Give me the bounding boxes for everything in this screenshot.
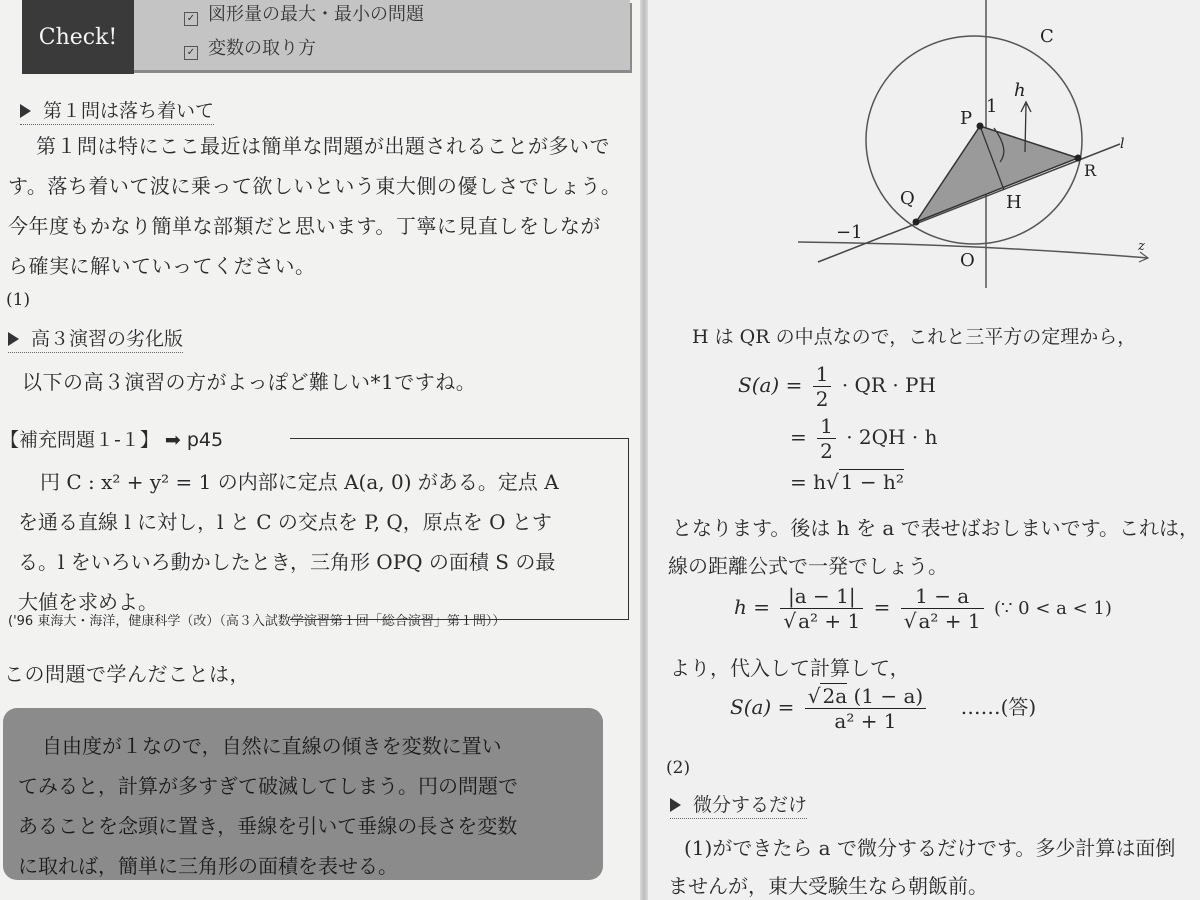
- part2-line2: ませんが，東大受験生なら朝飯前。: [668, 874, 988, 898]
- equation-h: h = $\frac{|a - 1|}{\text{√ a² + 1}}$ = $\frac{1 - a}{\text{√ a² + 1}}$ (∵ 0 < a < 1): [734, 584, 1112, 633]
- checkbox-icon: ✓: [184, 12, 198, 26]
- section1-heading: 第１問は落ち着いて: [20, 96, 214, 125]
- part2-line1: (1)ができたら a で微分するだけです。多少計算は面倒: [684, 836, 1176, 860]
- point-q: [913, 219, 920, 226]
- label-h: h: [1014, 80, 1026, 101]
- supp-title: 【補充問題１-１】 ➡ p45: [0, 425, 229, 452]
- solution-text2a: となります。後は h を a で表せばおしまいです。これは，: [672, 516, 1200, 540]
- book-gutter: [640, 0, 648, 900]
- fraction-distance: $\frac{|a - 1|}{\text{√ a² + 1}}$: [780, 584, 863, 633]
- learned-intro: この問題で学んだことは，: [4, 662, 250, 686]
- triangle-pqr: [916, 126, 1078, 222]
- fraction-answer: $\frac{√ 2a (1 - a)}{\text{a² + 1}}$: [805, 684, 927, 733]
- fraction-half: $\frac{1}{2}$: [817, 414, 836, 463]
- equation-1: S(a) = $\frac{1}{2}$ · QR · PH: [738, 362, 936, 411]
- label-z: z: [1138, 239, 1145, 254]
- answer-mark: ……(答): [960, 695, 1037, 719]
- check-item-1: ✓ 図形量の最大・最小の問題: [184, 0, 424, 26]
- label-p: P: [960, 108, 973, 129]
- check-item-2: ✓ 変数の取り方: [184, 34, 316, 60]
- part2-heading: 微分するだけ: [670, 790, 807, 819]
- solution-text2b: 線の距離公式で一発でしょう。: [668, 554, 948, 578]
- fraction-distance-simplified: $\frac{1 - a}{\text{√ a² + 1}}$: [901, 584, 984, 633]
- label-minus-one: −1: [836, 222, 863, 243]
- checkbox-icon: ✓: [184, 46, 198, 60]
- part1-number: (1): [6, 290, 31, 310]
- label-one: 1: [986, 96, 998, 117]
- label-l: l: [1120, 136, 1125, 152]
- check-label: Check!: [22, 0, 134, 74]
- triangle-bullet-icon: [20, 104, 31, 118]
- label-c: C: [1040, 26, 1054, 47]
- solution-text3: より，代入して計算して，: [670, 656, 910, 680]
- label-q: Q: [900, 188, 915, 209]
- supp-source: ('96 東海大・海洋，健康科学（改）（高３入試数学演習第１回「総合演習」第１問））: [8, 614, 506, 629]
- equation-sa: S(a) = $\frac{√ 2a (1 - a)}{\text{a² + 1}}$ ……(答): [730, 684, 1037, 733]
- point-r: [1075, 155, 1082, 162]
- equation-2: = $\frac{1}{2}$ · 2QH · h: [790, 414, 938, 463]
- section1-body: 第１問は特にここ最近は簡単な問題が出題されることが多いで す。落ち着いて波に乗って欲しいという東大側の優しさでしょう。 今年度もかなり簡単な部類だと思います。丁寧に見直しをしなが ら確実に解いていってください。: [8, 134, 622, 278]
- fraction-half: $\frac{1}{2}$: [813, 362, 832, 411]
- part1-note: 以下の高３演習の方がよっぽど難しい*1ですね。: [22, 370, 477, 394]
- supp-problem: 円 C : x² + y² = 1 の内部に定点 A(a, 0) がある。定点 A を通る直線 l に対し，l と C の交点を P, Q，原点を O とす る。l をいろいろ動かしたとき，三角形 OPQ の面積 S の最 大値を求めよ。: [18, 470, 559, 614]
- label-hh: H: [1006, 192, 1022, 213]
- part1-heading: 高３演習の劣化版: [8, 324, 183, 353]
- equation-3: = h√ 1 − h²: [790, 470, 904, 494]
- label-r: R: [1084, 161, 1097, 180]
- part2-number: (2): [666, 758, 691, 778]
- summary-text: 自由度が１なので，自然に直線の傾きを変数に置い てみると，計算が多すぎて破滅してしまう。円の問題で あることを念頭に置き，垂線を引いて垂線の長さを変数 に取れば，簡単に三角形の面積を表せる。: [18, 734, 518, 878]
- triangle-bullet-icon: [670, 798, 681, 812]
- geometry-diagram: [648, 0, 1200, 300]
- point-p: [977, 123, 984, 130]
- label-o: O: [960, 250, 975, 271]
- solution-line1: H は QR の中点なので，これと三平方の定理から，: [692, 326, 1137, 348]
- triangle-bullet-icon: [8, 332, 19, 346]
